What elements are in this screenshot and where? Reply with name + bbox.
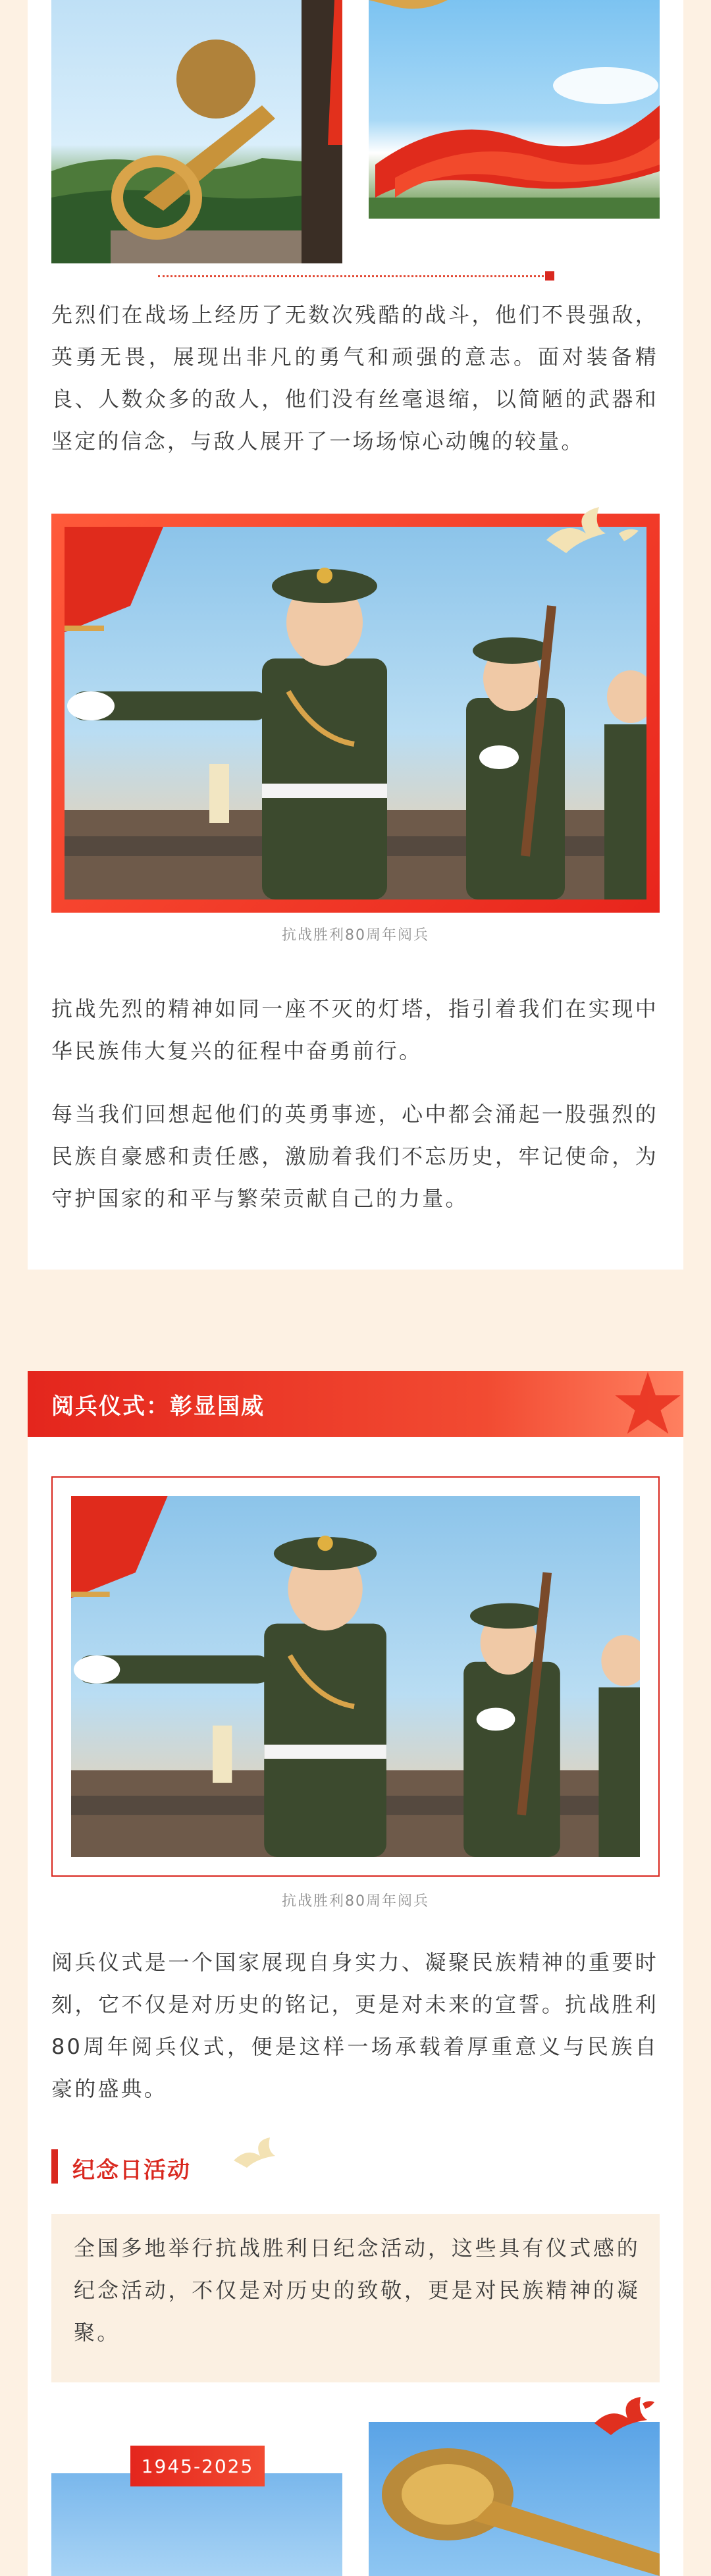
memory-paragraph: 每当我们回想起他们的英勇事迹，心中都会涌起一股强烈的民族自豪感和责任感，激励着我们不忘历史，牢记使命，为守护国家的和平与繁荣贡献自己的力量。	[51, 1102, 658, 1211]
activity-quote-box	[51, 2214, 660, 2382]
soldier-parade-photo	[71, 1496, 640, 1857]
trumpet-statue-image	[51, 0, 342, 263]
dove-icon	[540, 507, 645, 562]
subheading-title: 纪念日活动	[72, 2157, 191, 2184]
year-range-badge: 1945-2025	[130, 2446, 265, 2486]
dove-icon	[230, 2137, 290, 2173]
activity-quote-text: 全国多地举行抗战胜利日纪念活动，这些具有仪式感的纪念活动，不仅是对历史的致敬，更是对民族精神的凝聚。	[74, 2236, 640, 2345]
decorative-dot	[545, 271, 554, 281]
spirit-paragraph: 抗战先烈的精神如同一座不灭的灯塔，指引着我们在实现中华民族伟大复兴的征程中奋勇前行。	[51, 996, 658, 1063]
trumpet-illustration	[51, 0, 342, 263]
section-title: 阅兵仪式：彰显国威	[51, 1393, 265, 1420]
section-banner	[28, 1371, 683, 1437]
red-bird-icon	[591, 2397, 657, 2439]
memorial-image-left	[51, 2473, 342, 2576]
parade-photo-caption-2: 抗战胜利80周年阅兵	[282, 1893, 429, 1910]
subheading-accent-bar	[51, 2149, 58, 2184]
soldier-parade-photo	[65, 527, 646, 899]
red-flag-sculpture-image	[369, 0, 660, 219]
parade-photo-2	[71, 1496, 640, 1857]
parade-photo	[65, 527, 646, 899]
star-icon	[612, 1368, 683, 1439]
parade-photo-caption: 抗战胜利80周年阅兵	[282, 927, 429, 944]
trumpet-illustration	[369, 2422, 660, 2576]
heroes-paragraph: 先烈们在战场上经历了无数次残酷的战斗，他们不畏强敌，英勇无畏，展现出非凡的勇气和顽强的意志。面对装备精良、人数众多的敌人，他们没有丝毫退缩，以简陋的武器和坚定的信念，与敌人展开了一场场惊心动魄的较量。	[51, 302, 658, 454]
golden-trumpet-image	[369, 2422, 660, 2576]
red-flag-illustration	[369, 0, 660, 219]
decorative-dotted-line	[158, 275, 548, 277]
parade-paragraph: 阅兵仪式是一个国家展现自身实力、凝聚民族精神的重要时刻，它不仅是对历史的铭记，更是对未来的宣誓。抗战胜利80周年阅兵仪式，便是这样一场承载着厚重意义与民族自豪的盛典。	[51, 1950, 658, 2101]
